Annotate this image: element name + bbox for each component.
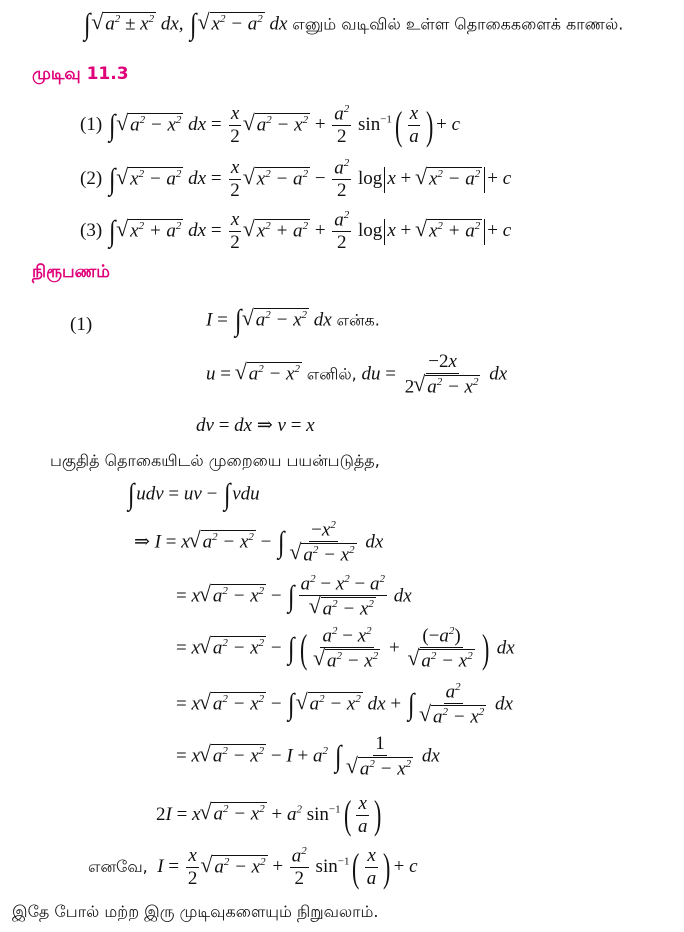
- solution-heading: நிரூபணம்: [32, 262, 110, 282]
- final-line: எனவே, I = $\frac{x}{2}$ √ $a^2 - x^2$ + $\frac{a^2}{2}$ $\sin^{-1}$( $\frac{x}{a}$ ) + c: [88, 846, 418, 889]
- intro-text: எனும் வடிவில் உள்ள தொகைகளைக் காணல்.: [292, 14, 624, 34]
- proof-dv-line: dv = dx ⇒ v = x: [196, 415, 315, 436]
- result-formula-2: (2) ∫√ $x^2 - a^2$ dx = $\frac{x}{2}$ √ $x^2 - a^2$ − $\frac{a^2}{2}$ log x + √ $x^2 - a^2 + c$: [80, 158, 511, 201]
- parts-formula: ∫udv = uv − ∫vdu: [127, 478, 260, 511]
- proof-let-line: I = ∫√ $a^2 - x^2$ dx என்க.: [206, 306, 380, 336]
- result-number-1: (1): [80, 113, 103, 135]
- intro-line: ∫√ $a^2 \pm x^2$ dx, ∫√ $x^2 - a^2$ dx எனும் வடிவில் உள்ள தொகைகளைக் காணல்.: [82, 10, 623, 40]
- result-number-2: (2): [80, 167, 103, 189]
- result-formula-1: (1) ∫√ $a^2 - x^2$ dx = $\frac{x}{2}$ √ $a^2 - x^2$ + $\frac{a^2}{2}$ $\sin^{-1}$( $\frac{x}{a}$ ) + c: [80, 104, 460, 147]
- closing-text: இதே போல் மற்ற இரு முடிவுகளையும் நிறுவலாம்.: [12, 902, 379, 921]
- proof-u-line: u = √ $a^2 - x^2$ எனில், du = $\frac{-2x}{2√ a^2 - x^2}$ dx: [206, 352, 507, 398]
- parts-text: பகுதித் தொகையிடல் முறையை பயன்படுத்த,: [50, 451, 380, 470]
- step-3: = x√ $a^2 - x^2$ − ∫ ( $a^2 - x^2$ √ $a^2 - x^2$ + $(-a^2)$ √ $a^2 - x^2$ ) dx: [176, 626, 515, 672]
- step-5: = x√ $a^2 - x^2 - I + a^2$ ∫ 1 √ $a^2 - x^2$ dx: [176, 734, 440, 780]
- proof-label: (1): [70, 314, 93, 335]
- result-number-3: (3): [80, 219, 103, 241]
- result-heading: முடிவு 11.3: [32, 64, 129, 84]
- hence-word: எனவே,: [88, 856, 148, 876]
- step-2i: 2I = x√ $a^2 - x^2 + a^2$ $\sin^{-1}$( $\frac{x}{a}$ ): [156, 794, 385, 837]
- result-formula-3: (3) ∫√ $x^2 + a^2$ dx = $\frac{x}{2}$ √ $x^2 + a^2$ + $\frac{a^2}{2}$ log x + √ $x^2 + a^2 + c$: [80, 210, 511, 253]
- step-1: ⇒ I = x√ $a^2 - x^2$ − ∫ $-x^2$ √ $a^2 - x^2$ dx: [134, 520, 383, 566]
- step-4: = x√ $a^2 - x^2$ − ∫√ $a^2 - x^2$ dx + ∫ $a^2$ √ $a^2 - x^2$ dx: [176, 682, 513, 728]
- let-word: என்க.: [336, 310, 380, 330]
- step-2: = x√ $a^2 - x^2$ − ∫ $a^2 - x^2 - a^2$ √ $a^2 - x^2$ dx: [176, 574, 412, 620]
- if-word: எனில்,: [306, 364, 357, 384]
